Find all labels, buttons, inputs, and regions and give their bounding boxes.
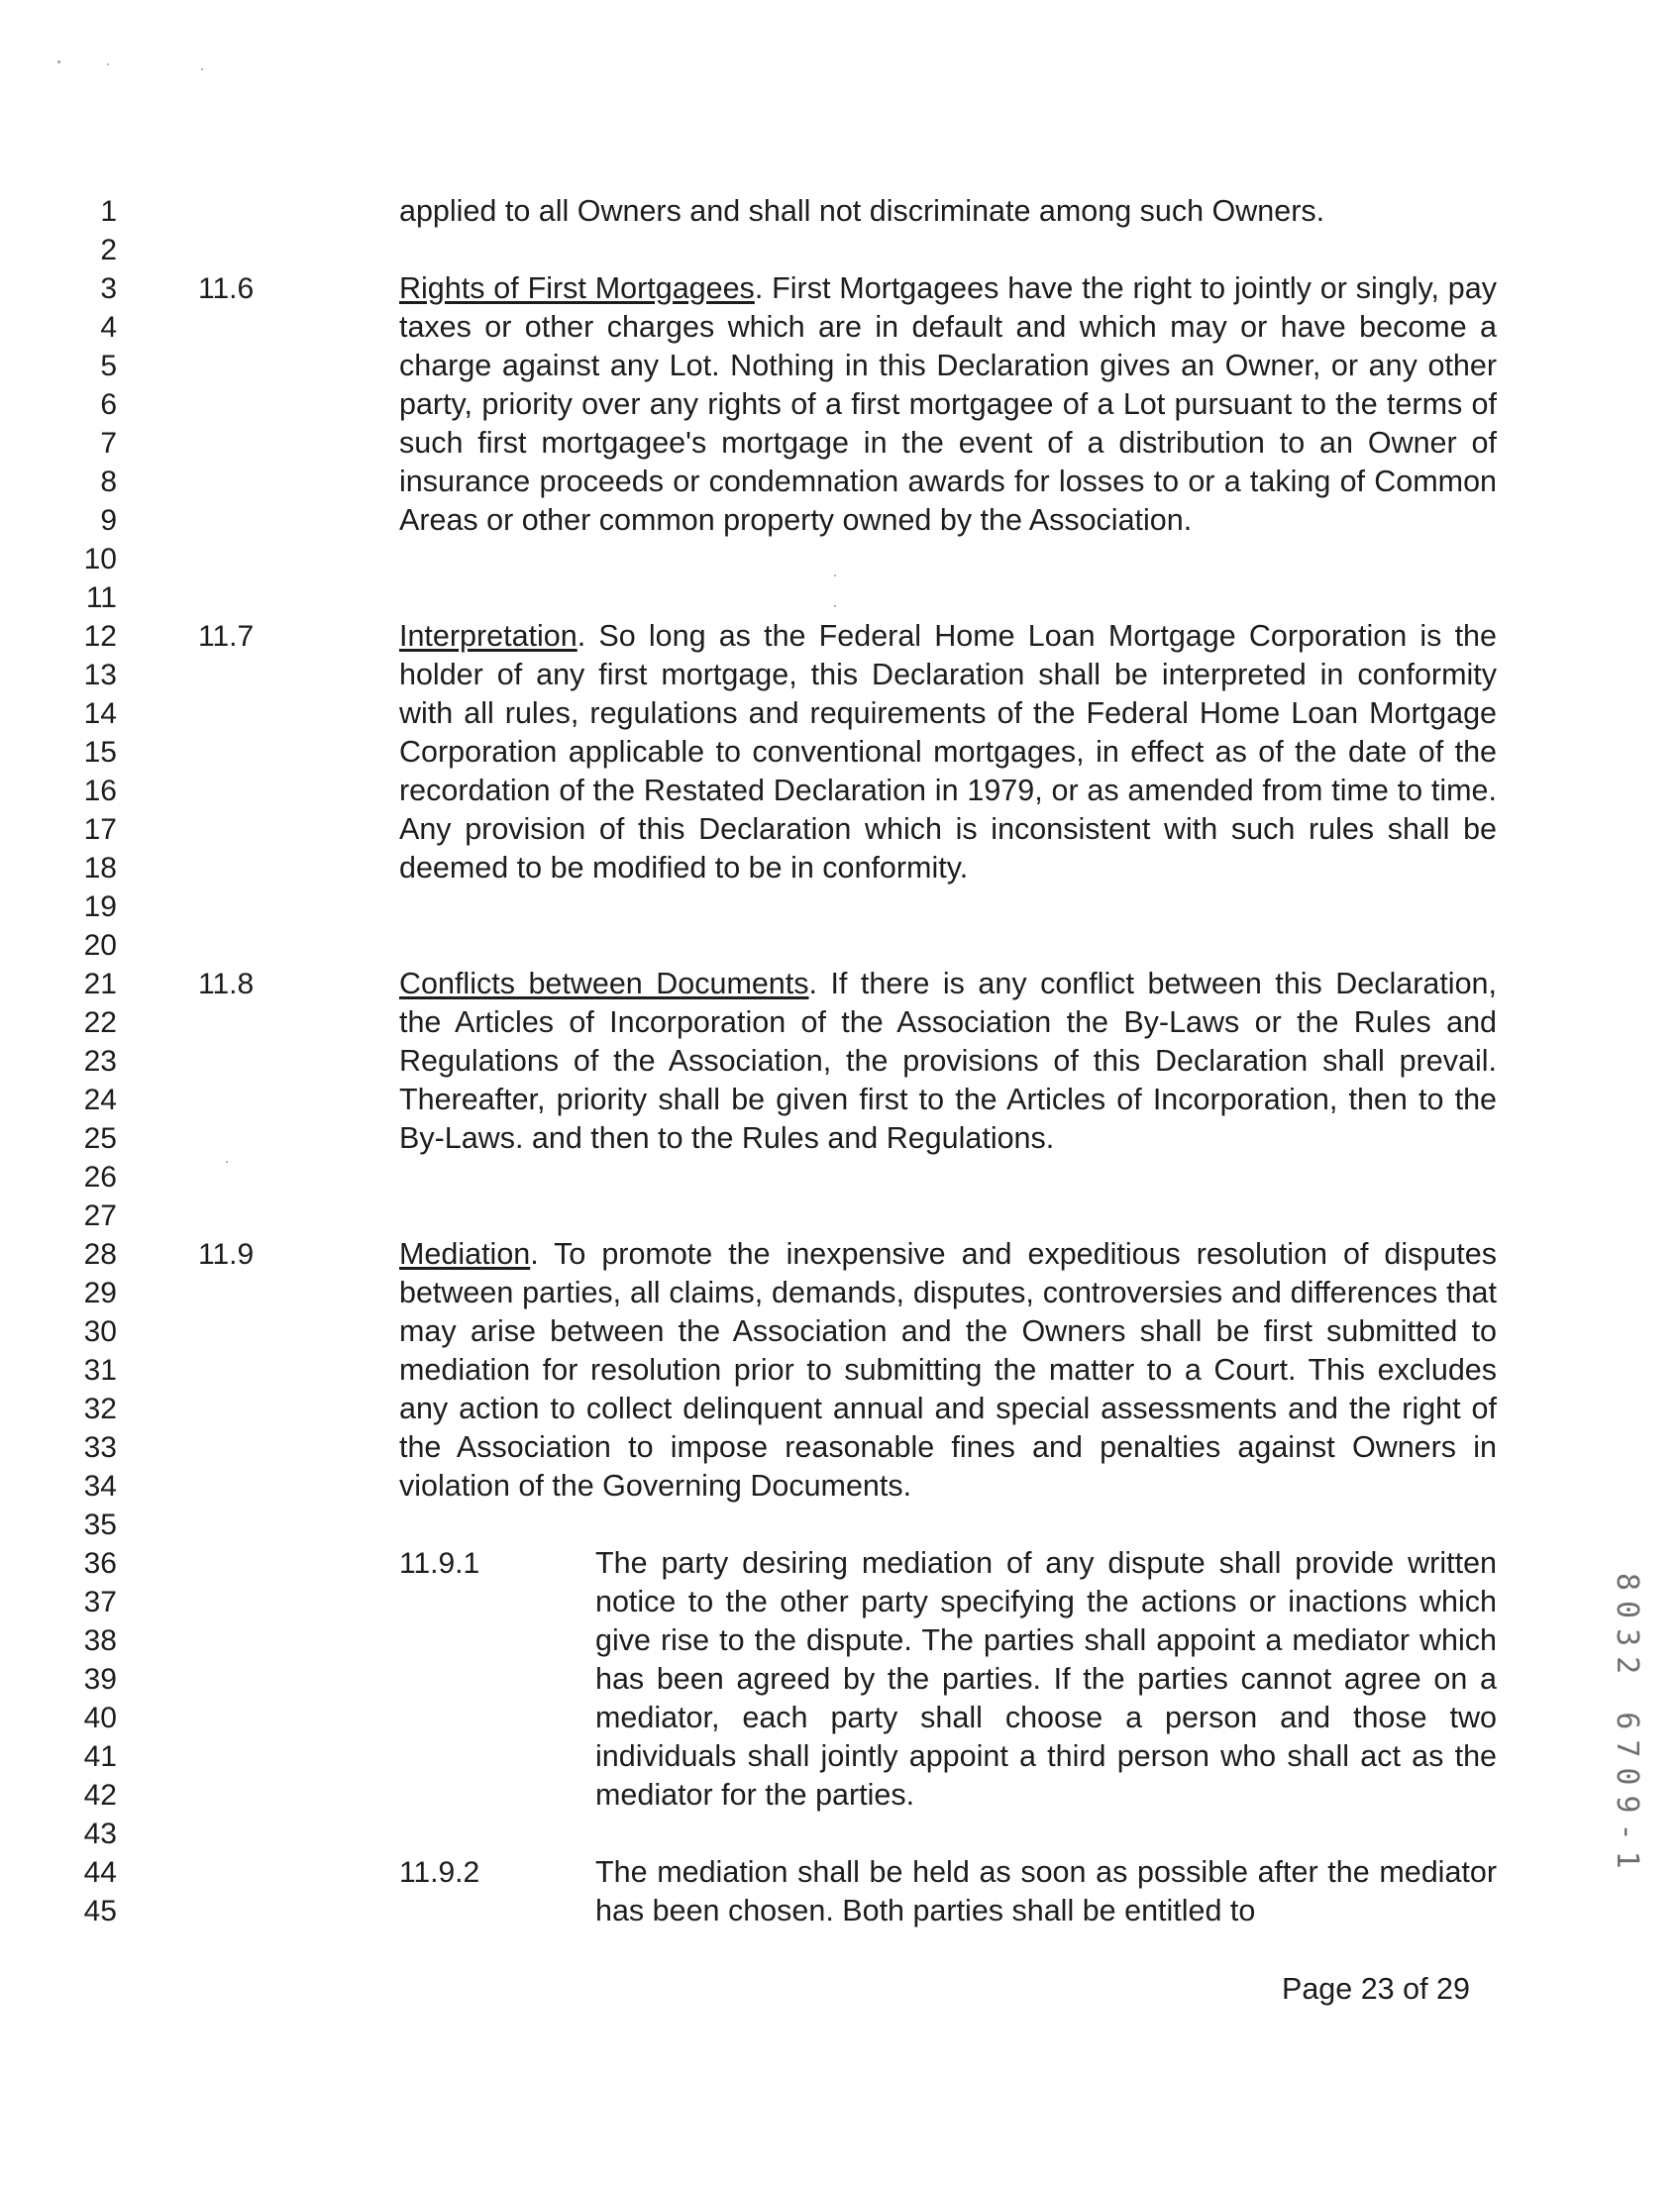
line-number: 21 — [83, 968, 117, 1000]
line-number: 41 — [83, 1740, 117, 1773]
line-number: 12 — [83, 620, 117, 653]
line-number: 44 — [83, 1856, 117, 1889]
scan-speck — [107, 63, 109, 65]
line-number: 45 — [83, 1895, 117, 1927]
line-number: 5 — [100, 350, 117, 382]
line-number: 28 — [83, 1238, 117, 1271]
section-number: 11.9 — [198, 1238, 255, 1271]
line-number: 30 — [83, 1315, 117, 1348]
line-number: 10 — [83, 543, 117, 575]
line-number: 16 — [83, 775, 117, 807]
page-number-footer: Page 23 of 29 — [1282, 1972, 1470, 2006]
section-paragraph — [399, 269, 1497, 540]
line-number: 36 — [83, 1547, 117, 1580]
section-heading: Conflicts between Documents — [399, 967, 809, 1000]
section-heading: Mediation — [399, 1237, 531, 1271]
line-number: 4 — [100, 311, 117, 344]
line-number: 2 — [100, 234, 117, 266]
line-number: 23 — [83, 1045, 117, 1078]
recording-stamp-text: 8032 6709-1 — [1610, 1573, 1644, 1879]
scan-speck — [226, 1161, 228, 1163]
scan-speck — [57, 60, 60, 63]
line-number: 42 — [83, 1779, 117, 1812]
subsection-number: 11.9.1 — [399, 1547, 480, 1580]
line-number: 14 — [83, 697, 117, 730]
scan-speck — [834, 574, 836, 576]
line-number: 17 — [83, 813, 117, 846]
line-number: 24 — [83, 1084, 117, 1116]
section-heading: Interpretation — [399, 619, 578, 653]
line-number: 3 — [100, 272, 117, 305]
section-body: . If there is any conflict between this Declaration, the Articles of Incorporation of the Association the By-Laws or the Rules and Regulations of the Association, the provisions of this Declaration shall prevail. Thereafter, priority shall be given first to the Articles of Incorporation, then to the By-Laws. and then to the Rules and Regulations. — [399, 967, 1497, 1155]
line-number: 1 — [100, 195, 117, 228]
line-number: 19 — [83, 890, 117, 923]
line-number: 22 — [83, 1006, 117, 1039]
line-number: 18 — [83, 852, 117, 885]
continuation-text: applied to all Owners and shall not discriminate among such Owners. — [399, 194, 1325, 228]
line-number: 11 — [85, 581, 117, 614]
section-body: . To promote the inexpensive and expeditious resolution of disputes between parties, all claims, demands, disputes, controversies and differences that may arise between the Association and the Owners shall be first submitted to mediation for resolution prior to submitting the matter to a Court. This excludes any action to collect delinquent annual and special assessments and the right of the Association to impose reasonable fines and penalties against Owners in violation of the Governing Documents. — [399, 1237, 1497, 1503]
line-number: 31 — [83, 1354, 117, 1387]
line-number: 37 — [83, 1586, 117, 1618]
section-paragraph — [399, 965, 1497, 1158]
line-number: 8 — [100, 466, 117, 498]
line-number: 29 — [83, 1277, 117, 1309]
line-number: 34 — [83, 1470, 117, 1503]
line-number: 26 — [83, 1161, 117, 1194]
line-number: 43 — [83, 1818, 117, 1850]
subsection-paragraph: The party desiring mediation of any dispute shall provide written notice to the other party specifying the actions or inactions which give rise to the dispute. The parties shall appoint a mediator which has been agreed by the parties. If the parties cannot agree on a mediator, each party shall choose a person and those two individuals shall jointly appoint a third person who shall act as the mediator for the parties. — [595, 1546, 1497, 1812]
section-body: . So long as the Federal Home Loan Mortgage Corporation is the holder of any first mortgage, this Declaration shall be interpreted in conformity with all rules, regulations and requirements of the Federal Home Loan Mortgage Corporation applicable to conventional mortgages, in effect as of the date of the recordation of the Restated Declaration in 1979, or as amended from time to time. Any provision of this Declaration which is inconsistent with such rules shall be deemed to be modified to be in conformity. — [399, 619, 1497, 885]
line-number: 33 — [83, 1431, 117, 1464]
section-number: 11.8 — [198, 968, 255, 1000]
line-number: 7 — [100, 427, 117, 460]
section-heading: Rights of First Mortgagees — [399, 271, 755, 305]
line-number: 15 — [83, 736, 117, 769]
line-number: 32 — [83, 1393, 117, 1425]
line-number: 20 — [83, 929, 117, 962]
section-paragraph — [399, 617, 1497, 887]
line-number: 27 — [83, 1199, 117, 1232]
line-number: 35 — [83, 1509, 117, 1541]
line-number: 40 — [83, 1702, 117, 1734]
section-number: 11.7 — [198, 620, 255, 653]
section-paragraph — [399, 1235, 1497, 1506]
scan-speck — [201, 68, 203, 70]
line-number: 13 — [83, 659, 117, 691]
line-number: 6 — [100, 388, 117, 421]
line-number: 9 — [100, 504, 117, 537]
section-number: 11.6 — [198, 272, 255, 305]
subsection-number: 11.9.2 — [399, 1856, 480, 1889]
line-number: 39 — [83, 1663, 117, 1696]
scan-speck — [834, 605, 836, 607]
line-number: 25 — [83, 1122, 117, 1155]
recording-stamp — [1607, 1573, 1646, 1941]
subsection-paragraph: The mediation shall be held as soon as possible after the mediator has been chosen. Both parties shall be entitled to — [595, 1855, 1497, 1927]
line-number: 38 — [83, 1624, 117, 1657]
section-body: . First Mortgagees have the right to jointly or singly, pay taxes or other charges which are in default and which may or have become a charge against any Lot. Nothing in this Declaration gives an Owner, or any other party, priority over any rights of a first mortgagee of a Lot pursuant to the terms of such first mortgagee's mortgage in the event of a distribution to an Owner of insurance proceeds or condemnation awards for losses to or a taking of Common Areas or other common property owned by the Association. — [399, 271, 1497, 537]
